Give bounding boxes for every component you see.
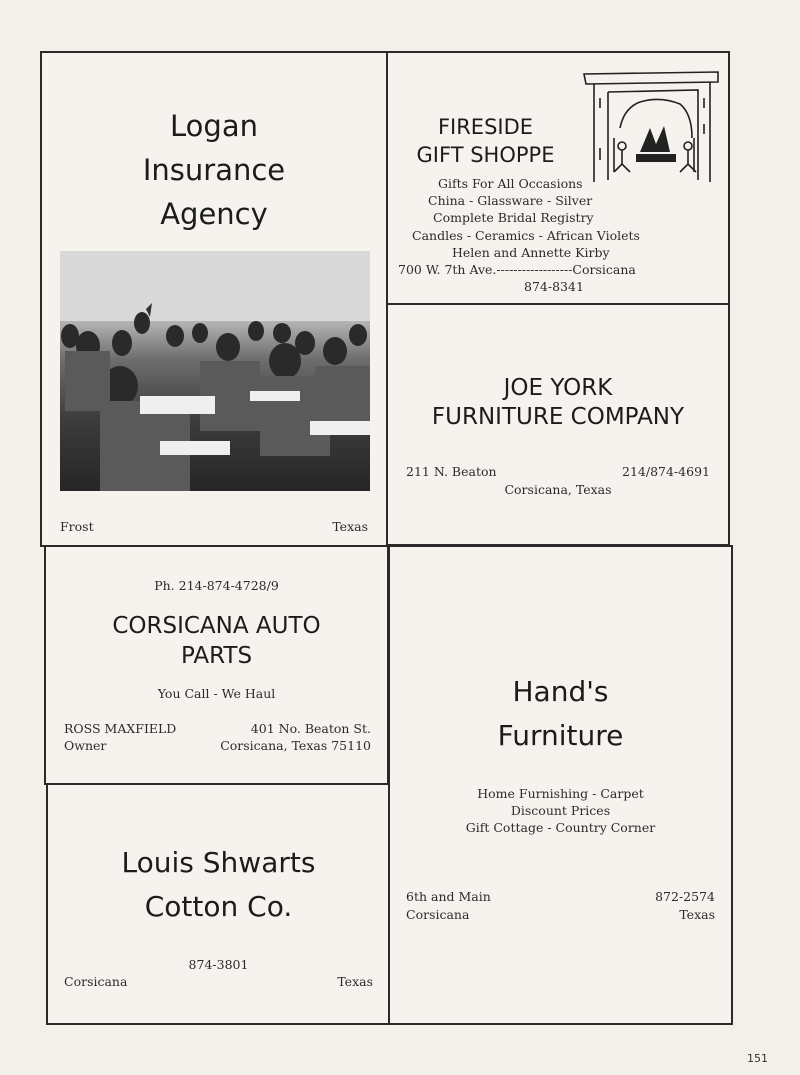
fireside-line-2: China - Glassware - Silver: [428, 193, 593, 208]
louis-shwarts-cotton-ad: [46, 783, 391, 1025]
auto-parts-slogan: You Call - We Haul: [157, 686, 276, 701]
fireside-name-line-2: GIFT SHOPPE: [416, 143, 555, 167]
logan-city: Frost: [60, 519, 94, 534]
hands-name-line-1: Hand's: [512, 675, 609, 708]
classroom-photo-image: [60, 251, 370, 491]
fireside-name-line-1: FIRESIDE: [437, 115, 534, 139]
hands-state: Texas: [679, 907, 715, 922]
logan-state: Texas: [332, 519, 368, 534]
logan-name-line-1: Logan: [170, 109, 258, 143]
auto-parts-owner-title: Owner: [64, 738, 107, 753]
logan-insurance-ad: [40, 51, 388, 547]
shwarts-state: Texas: [337, 974, 373, 989]
corsicana-auto-parts-ad: [44, 545, 389, 785]
hands-city: Corsicana: [406, 907, 470, 922]
shwarts-name-line-2: Cotton Co.: [144, 890, 293, 923]
joe-york-name-line-2: FURNITURE COMPANY: [431, 404, 685, 430]
fireside-line-4: Candles - Ceramics - African Violets: [412, 228, 640, 243]
joe-york-address: 211 N. Beaton: [406, 464, 497, 479]
hands-furniture-ad: [388, 545, 733, 1025]
auto-parts-name-line-1: CORSICANA AUTO: [112, 613, 321, 639]
auto-parts-phone: Ph. 214-874-4728/9: [154, 578, 279, 593]
joe-york-furniture-ad: [386, 303, 730, 546]
hands-line-1: Home Furnishing - Carpet: [477, 786, 644, 801]
shwarts-city: Corsicana: [64, 974, 128, 989]
fireside-gift-shoppe-ad: [386, 51, 730, 305]
classroom-photo: [60, 251, 370, 491]
fireplace-icon: [580, 68, 722, 186]
auto-parts-name-line-2: PARTS: [180, 643, 253, 669]
auto-parts-address: 401 No. Beaton St.: [250, 721, 371, 736]
hands-line-3: Gift Cottage - Country Corner: [465, 820, 656, 835]
page-number: 151: [747, 1052, 768, 1065]
auto-parts-city: Corsicana, Texas 75110: [220, 738, 371, 753]
hands-name-line-2: Furniture: [497, 719, 624, 752]
fireside-line-1: Gifts For All Occasions: [438, 176, 583, 191]
hands-line-2: Discount Prices: [510, 803, 611, 818]
fireside-line-5: Helen and Annette Kirby: [452, 245, 610, 260]
joe-york-name-line-1: JOE YORK: [503, 375, 613, 401]
logan-name-line-2: Insurance: [142, 153, 286, 187]
joe-york-city: Corsicana, Texas: [504, 482, 612, 497]
hands-phone: 872-2574: [655, 889, 715, 904]
fireplace-drawing: [580, 68, 722, 191]
fireside-address: 700 W. 7th Ave.------------------Corsicana: [398, 262, 636, 277]
hands-address: 6th and Main: [406, 889, 491, 904]
logan-name-line-3: Agency: [160, 197, 268, 231]
joe-york-phone: 214/874-4691: [622, 464, 710, 479]
fireside-line-3: Complete Bridal Registry: [433, 210, 594, 225]
fireside-phone: 874-8341: [524, 279, 584, 294]
auto-parts-owner-name: ROSS MAXFIELD: [64, 721, 177, 736]
shwarts-phone: 874-3801: [188, 957, 249, 972]
shwarts-name-line-1: Louis Shwarts: [121, 846, 316, 879]
